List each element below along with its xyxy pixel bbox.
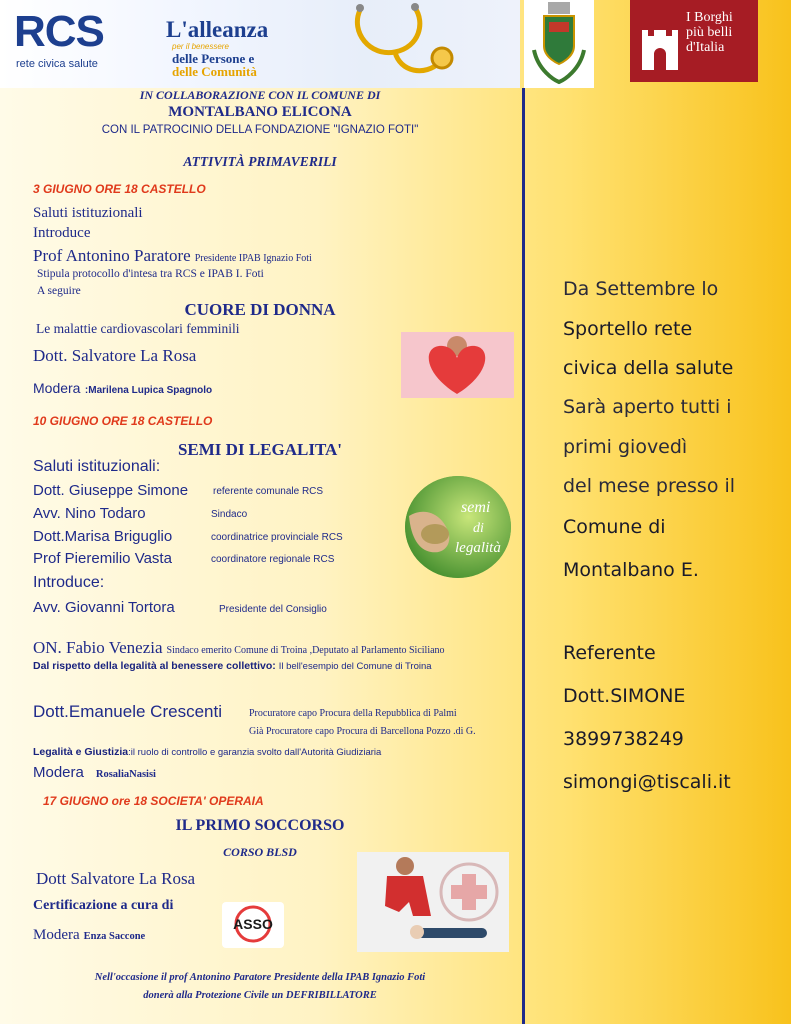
asso-logo (222, 902, 284, 948)
heart-icon (401, 332, 514, 398)
seeds-hands-icon (405, 476, 511, 578)
alleanza-line1: per il benessere (172, 42, 229, 51)
event2-talk1 (33, 660, 432, 672)
event1-subtitle: Le malattie cardiovascolari femminili (36, 321, 240, 336)
event2-introduce: Introduce: (33, 574, 105, 591)
column-divider (522, 88, 525, 1024)
event1-stipula: Stipula protocollo d'intesa tra RCS e IPAB I. Foti (37, 268, 264, 280)
event2-person-2: Avv. Nino Todaro (33, 505, 146, 522)
event1-modera-name: :Marilena Lupica Spagnolo (84, 385, 213, 396)
event2-saluti: Saluti istituzionali: (33, 458, 161, 475)
asso-logo-text: ASSO (233, 916, 273, 932)
comune-crest (524, 0, 594, 88)
event1-saluti: Saluti istituzionali (33, 205, 143, 221)
crest-icon (524, 0, 594, 88)
castle-icon (640, 16, 680, 70)
event2-person-1: Dott. Giuseppe Simone (33, 482, 189, 499)
event3-subtitle: CORSO BLSD (223, 845, 297, 859)
event1-doctor: Dott. Salvatore La Rosa (33, 346, 197, 365)
alleanza-title: L'alleanza (166, 17, 269, 42)
borghi-line3: d'Italia (686, 40, 725, 55)
alleanza-line2: delle Persone e (172, 51, 255, 66)
event2-talk1-title: Dal rispetto della legalità al benessere collettivo: (33, 660, 276, 672)
sportello-line-4: Sarà aperto tutti i (563, 396, 732, 418)
event1-introduce: Introduce (33, 225, 91, 241)
stethoscope-icon (340, 2, 460, 86)
event2-talk2-title: Legalità e Giustizia (33, 746, 129, 758)
alleanza-logo (166, 18, 346, 78)
event3-cert: Certificazione a cura di (33, 898, 174, 913)
rcs-logo-subtitle: rete civica salute (16, 58, 98, 70)
alleanza-line3: delle Comunità (172, 64, 257, 79)
event3-modera-line (33, 926, 145, 944)
event2-on-role: Sindaco emerito Comune di Troina ,Deputato al Parlamento Siciliano (166, 645, 445, 656)
event2-title: SEMI DI LEGALITA' (177, 440, 343, 459)
referente-email: simongi@tiscali.it (563, 771, 731, 793)
event2-role-2: Sindaco (211, 509, 248, 520)
event2-person-3: Dott.Marisa Briguglio (33, 528, 173, 545)
event1-speaker-line (33, 246, 312, 266)
rcs-logo-letters: RCS (14, 7, 104, 56)
event2-modera-label: Modera (33, 764, 84, 781)
sportello-line-7: Comune di (563, 516, 666, 538)
event3-date: 17 GIUGNO ore 18 SOCIETA' OPERAIA (43, 794, 264, 808)
event1-modera-label: Modera (33, 380, 81, 396)
patron-line: CON IL PATROCINIO DELLA FONDAZIONE "IGNAZIO FOTI" (101, 124, 419, 136)
event2-talk2-desc: :il ruolo di controllo e garanzia svolto dall'Autorità Giudiziaria (128, 747, 382, 758)
event1-date: 3 GIUGNO ORE 18 CASTELLO (33, 182, 206, 196)
event2-modera-line (33, 764, 156, 782)
borghi-line1: I Borghi (686, 10, 733, 25)
event2-role-1: referente comunale RCS (213, 486, 324, 497)
sportello-line-8: Montalbano E. (563, 559, 699, 581)
event2-on-line (33, 638, 445, 658)
event2-talk2 (33, 746, 381, 758)
sportello-line-2: Sportello rete (563, 318, 693, 340)
referente-phone: 3899738249 (563, 728, 684, 750)
event3-modera-label: Modera (33, 927, 80, 943)
event1-modera-line (33, 380, 212, 398)
referente-name: Dott.SIMONE (563, 685, 686, 707)
event2-on-name: ON. Fabio Venezia (33, 638, 163, 657)
sportello-line-3: civica della salute (563, 357, 734, 379)
event3-doctor: Dott Salvatore La Rosa (36, 869, 196, 888)
first-aid-icon (357, 852, 509, 952)
event3-modera-name: Enza Saccone (83, 931, 146, 942)
town-title: MONTALBANO ELICONA (168, 104, 352, 120)
sportello-line-6: del mese presso il (563, 475, 736, 497)
event2-crescenti-role2: Già Procuratore capo Procura di Barcellona Pozzo .di G. (249, 726, 476, 737)
activities-heading: ATTIVITÀ PRIMAVERILI (183, 154, 337, 169)
event2-crescenti-role1: Procuratore capo Procura della Repubblica di Palmi (249, 708, 457, 719)
event1-a-seguire: A seguire (37, 285, 81, 297)
event2-role-4: coordinatore regionale RCS (211, 554, 335, 565)
legalita-text: legalità (455, 540, 501, 556)
event2-introducer: Avv. Giovanni Tortora (33, 599, 175, 616)
rcs-logo (14, 8, 102, 74)
first-aid-image (357, 852, 509, 952)
footer-line1: Nell'occasione il prof Antonino Paratore Presidente della IPAB Ignazio Foti (94, 972, 426, 983)
footer-line2: donerà alla Protezione Civile un DEFRIBILLATORE (143, 990, 377, 1001)
referente-label: Referente (563, 642, 656, 664)
di-text: di (473, 521, 484, 536)
event2-introducer-role: Presidente del Consiglio (219, 604, 327, 615)
event3-title: IL PRIMO SOCCORSO (175, 817, 345, 834)
borghi-line2: più belli (686, 25, 733, 40)
event1-title: CUORE DI DONNA (184, 300, 336, 319)
semi-legalita-image (405, 476, 511, 578)
collab-line: IN COLLABORAZIONE CON IL COMUNE DI (139, 88, 381, 102)
event2-talk1-desc: Il bell'esempio del Comune di Troina (278, 661, 432, 672)
asso-logo-icon (222, 902, 284, 948)
semi-text: semi (461, 499, 491, 516)
borghi-logo (630, 0, 758, 82)
event2-modera-name: RosaliaNasisi (95, 769, 156, 780)
event1-speaker: Prof Antonino Paratore (33, 246, 191, 265)
sportello-line-1: Da Settembre lo (563, 278, 719, 300)
event2-date: 10 GIUGNO ORE 18 CASTELLO (33, 414, 213, 428)
sportello-line-5: primi giovedì (563, 436, 688, 458)
borghi-text (686, 10, 733, 55)
event2-role-3: coordinatrice provinciale RCS (211, 532, 343, 543)
heart-image (401, 332, 514, 398)
event1-speaker-role: Presidente IPAB Ignazio Foti (194, 253, 312, 264)
event2-crescenti: Dott.Emanuele Crescenti (33, 702, 222, 721)
event2-person-4: Prof Pieremilio Vasta (33, 550, 172, 567)
